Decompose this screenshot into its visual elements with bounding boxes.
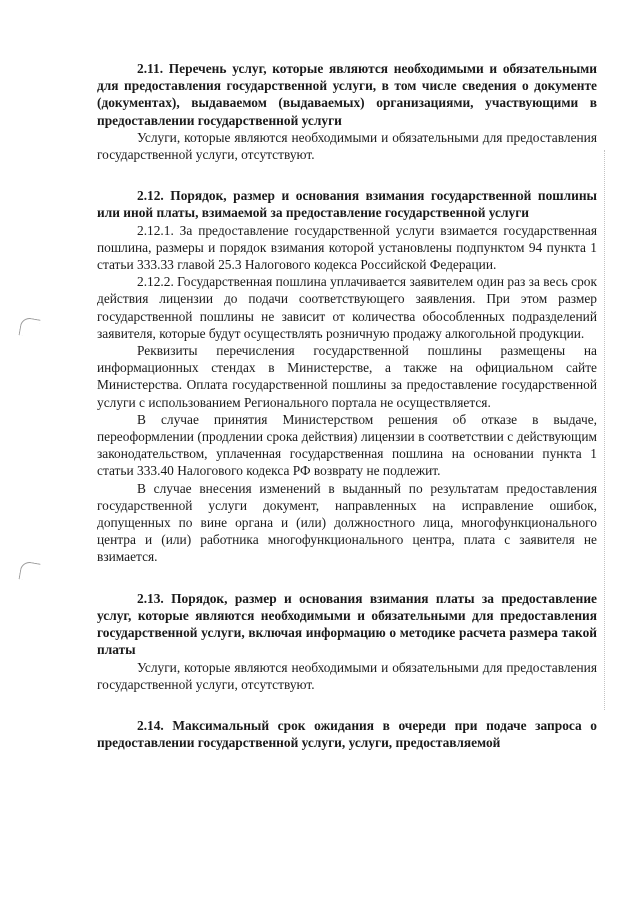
section-heading: 2.13. Порядок, размер и основания взимания платы за предоставление услуг, которые являются необходимыми и обязательными для предоставления государственной услуги, включая информацию о методике расчета размера такой платы (97, 590, 597, 658)
paragraph: Услуги, которые являются необходимыми и обязательными для предоставления государственной услуги, отсутствуют. (97, 129, 597, 163)
section-2-11 (97, 60, 597, 163)
section-2-14 (97, 717, 597, 751)
paragraph: 2.12.2. Государственная пошлина уплачивается заявителем один раз за весь срок действия лицензии до подачи соответствующего заявления. При этом размер государственной пошлины не зависит от количества обособленных подразделений заявителя, которые будут осуществлять розничную продажу алкогольной продукции. (97, 274, 597, 341)
section-2-12 (97, 187, 597, 565)
section-2-13 (97, 590, 597, 693)
scan-artifact-line (604, 150, 605, 710)
paragraph: В случае внесения изменений в выданный по результатам предоставления государственной услуги документ, направленных на исправление ошибок, допущенных по вине органа и (или) должностного лица, многофункционального центра и (или) работника многофункционального центра, плата с заявителя не взимается. (97, 480, 597, 565)
paragraph: 2.12.1. За предоставление государственной услуги взимается государственная пошлина, размеры и порядок взимания которой установлены подпунктом 94 пункта 1 статьи 333.33 главой 25.3 Налогового кодекса Российской Федерации. (97, 222, 597, 273)
section-heading: 2.11. Перечень услуг, которые являются необходимыми и обязательными для предоставления государственной услуги, в том числе сведения о документе (документах), выдаваемом (выдаваемых) организациями, участвующими в предоставлении государственной услуги (97, 61, 597, 128)
punch-hole-mark-bottom (18, 560, 40, 582)
document-body (97, 60, 597, 751)
paragraph: В случае принятия Министерством решения об отказе в выдаче, переоформлении (продлении срока действия) лицензии в соответствии с действующим законодательством, уплаченная государственная пошлина на основании пункта 1 статьи 333.40 Налогового кодекса РФ возврату не подлежит. (97, 411, 597, 479)
paragraph: Услуги, которые являются необходимыми и обязательными для предоставления государственной услуги, отсутствуют. (97, 659, 597, 692)
paragraph: Реквизиты перечисления государственной пошлины размещены на информационных стендах в Министерстве, а также на официальном сайте Министерства. Оплата государственной пошлины за предоставление государственной услуги с использованием Регионального портала не осуществляется. (97, 343, 597, 410)
section-heading: 2.12. Порядок, размер и основания взимания государственной пошлины или иной платы, взимаемой за предоставление государственной услуги (97, 188, 597, 221)
section-heading: 2.14. Максимальный срок ожидания в очереди при подаче запроса о предоставлении государственной услуги, услуги, предоставляемой (97, 717, 597, 751)
punch-hole-mark-top (18, 316, 40, 338)
